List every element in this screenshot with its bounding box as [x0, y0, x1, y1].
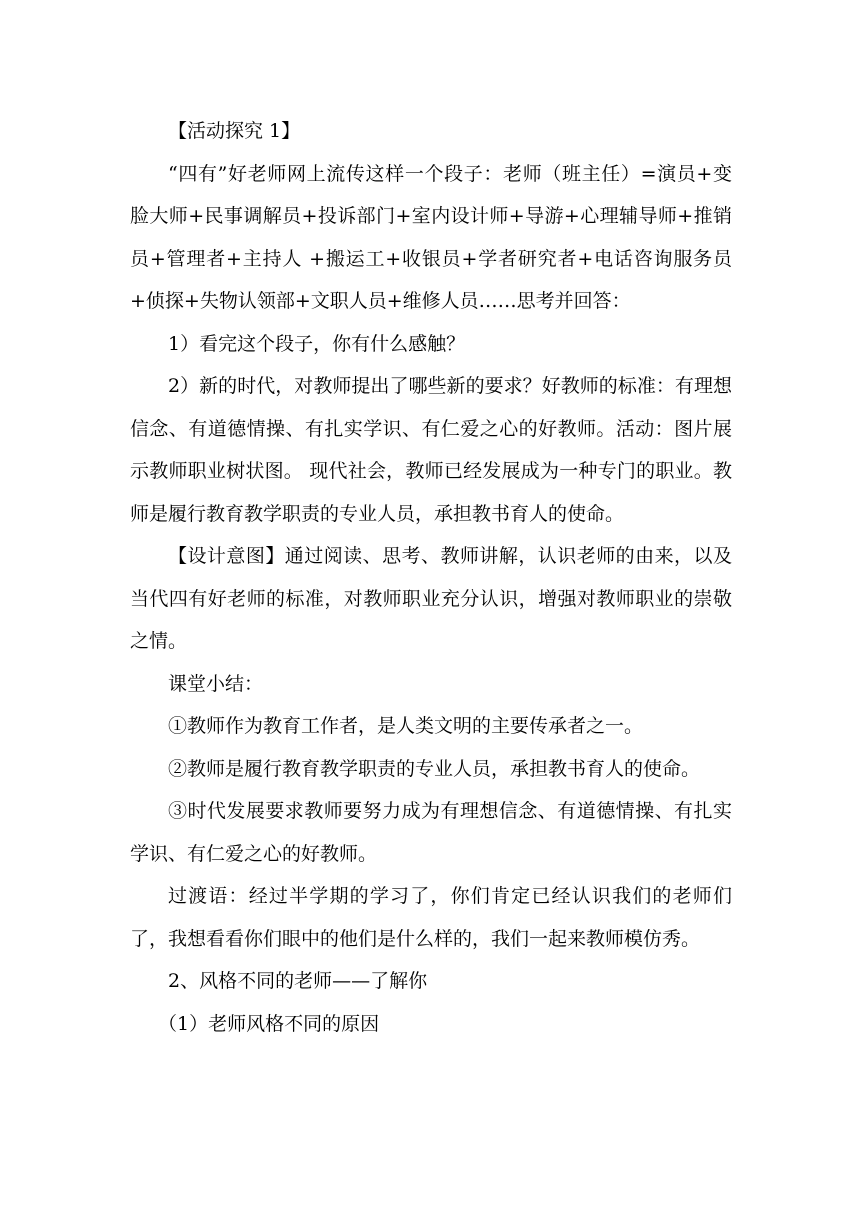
section-heading-styles: 2、风格不同的老师——了解你: [168, 970, 428, 992]
subsection-heading-reasons: （1）老师风格不同的原因: [158, 1012, 380, 1035]
document-page: [130, 110, 732, 1045]
section-heading-activity: 【活动探究 1】: [168, 120, 301, 142]
design-intent: 【设计意图】通过阅读、思考、教师讲解，认识老师的由来，以及当代四有好老师的标准，对教师职业充分认识，增强对教师职业的崇敬之情。: [130, 545, 732, 652]
question-2: 2）新的时代，对教师提出了哪些新的要求？好教师的标准：有理想信念、有道德情操、有扎实学识、有仁爱之心的好教师。活动：图片展示教师职业树状图。 现代社会，教师已经发展成为一种专门的职业。教师是履行教育教学职责的专业人员，承担教书育人的使命。: [130, 375, 732, 525]
summary-item-2: ②教师是履行教育教学职责的专业人员，承担教书育人的使命。: [168, 757, 701, 780]
paragraph-teacher-joke: “四有”好老师网上流传这样一个段子：老师（班主任）=演员+变脸大师+民事调解员+投诉部门+室内设计师+导游+心理辅导师+推销员+管理者+主持人 +搬运工+收银员+学者研究者+电话咨询服务员+侦探+失物认领部+文职人员+维修人员……思考并回答：: [130, 162, 732, 312]
question-1: 1）看完这个段子，你有什么感触？: [168, 332, 466, 355]
summary-item-1: ①教师作为教育工作者，是人类文明的主要传承者之一。: [168, 715, 644, 737]
summary-heading: 课堂小结：: [168, 672, 264, 695]
summary-item-3: ③时代发展要求教师要努力成为有理想信念、有道德情操、有扎实学识、有仁爱之心的好教师。: [130, 800, 732, 865]
transition-text: 过渡语：经过半学期的学习了，你们肯定已经认识我们的老师们了，我想看看你们眼中的他们是什么样的，我们一起来教师模仿秀。: [130, 885, 732, 950]
